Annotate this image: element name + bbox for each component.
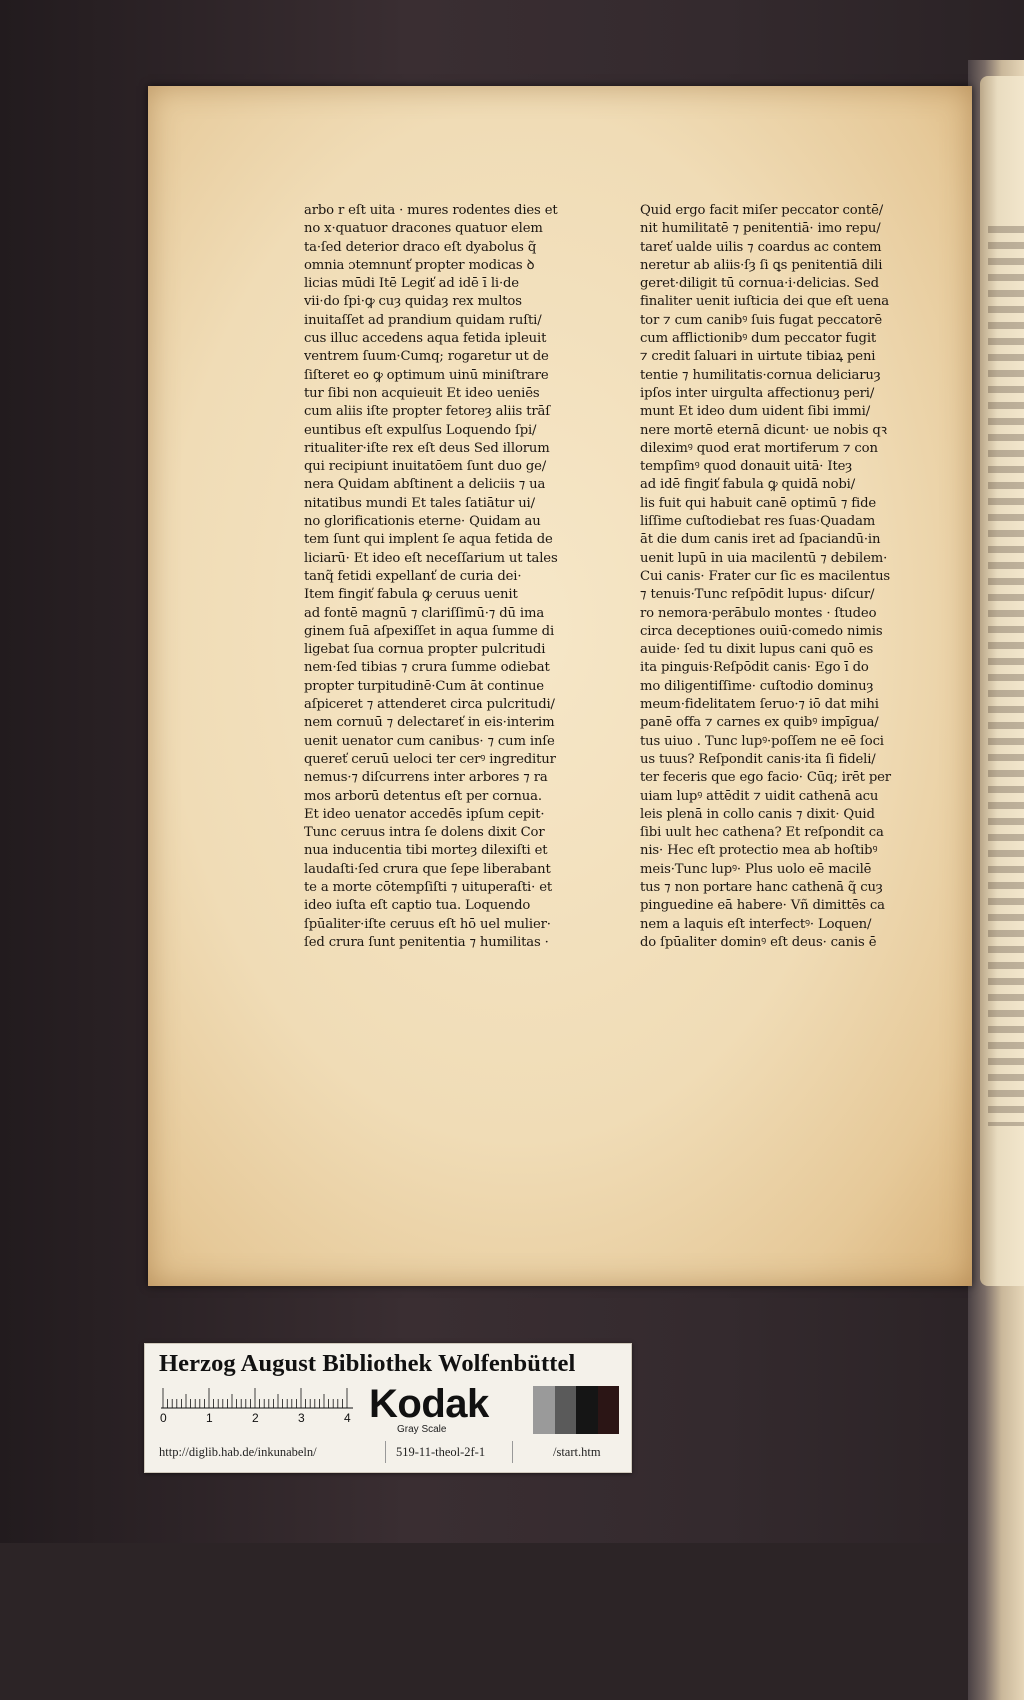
ruler-number: 4 [344, 1411, 351, 1424]
text-line: munt Et ideo dum uident ſibi immi/ [640, 404, 871, 420]
text-line: tentie ⁊ humilitatis·cornua deliciaruȝ [640, 367, 881, 383]
text-line: Tunc ceruus intra ſe dolens dixit Cor [304, 825, 545, 841]
text-line: nere mortē eternā dicunt· ue nobis qꝛ [640, 422, 887, 438]
library-name: Herzog August Bibliothek Wolfenbüttel [159, 1350, 576, 1377]
text-line: nitatibus mundi Et tales ſatiātur ui/ [304, 495, 535, 511]
text-line: nemus·⁊ diſcurrens inter arbores ⁊ ra [304, 770, 548, 786]
text-line: Quid ergo facit miſer peccator contē/ [640, 203, 884, 218]
gray-patch [576, 1386, 598, 1434]
text-line: ſed crura ſunt penitentia ⁊ humilitas · [304, 934, 549, 950]
text-line: nua inducentia tibi morteȝ dilexiſti et [304, 843, 548, 859]
text-line: tempſimꝰ quod donauit uitā· Iteȝ [640, 459, 852, 475]
text-line: meis·Tunc lupꝰ· Plus uolo eē macilē [640, 861, 872, 877]
text-line: nit humilitatē ⁊ penitentiā· imo repu/ [640, 221, 881, 237]
shelfmark: 519-11-theol-2f-1 [396, 1445, 486, 1459]
left-text-column [304, 202, 600, 952]
text-line: Cui canis· Frater cur ſic es macilentus [640, 568, 891, 584]
text-line: tor ⁊ cum canibꝰ ſuis fugat peccatorē [640, 312, 883, 328]
text-line: ipſos inter uirgulta affectionuȝ peri/ [640, 385, 875, 401]
manuscript-page [148, 86, 972, 1286]
text-line: ad fontē magnū ⁊ clariſſimū·⁊ dū ima [304, 605, 545, 621]
gray-patch [555, 1386, 577, 1434]
text-line: tus ⁊ non portare hanc cathenā q̃ cuȝ [640, 879, 883, 895]
text-line: tanq̃ fetidi expellant̕ de curia dei· [304, 568, 522, 584]
text-line: ro nemora·perābulo montes · ſtudeo [640, 605, 877, 621]
text-line: nera Quidam abſtinent a deliciis ⁊ ua [304, 477, 546, 493]
text-line: uenit uenator cum canibus· ⁊ cum inſe [304, 733, 555, 749]
ruler-number: 3 [298, 1411, 305, 1424]
text-line: circa deceptiones ouiū·comedo nimis [640, 623, 883, 639]
text-line: ſibi uult hec cathena? Et reſpondit ca [640, 825, 884, 841]
text-line: no glorificationis eterne· Quidam au [304, 514, 541, 530]
text-line: no x·quatuor dracones quatuor elem [304, 221, 543, 237]
text-line: cum afflictionibꝰ dum peccator fugit [640, 331, 877, 347]
text-line: panē offa ⁊ carnes ex quibꝰ impīgua/ [640, 715, 879, 731]
text-line: queret̕ ceruū ueloci ter cerꝰ ingreditur [304, 751, 556, 767]
text-line: Et ideo uenator accedēs ipſum cepit· [304, 806, 545, 822]
color-reference-card [144, 1343, 632, 1473]
text-line: ginem ſuā aſpexiſſet in aqua ſumme di [304, 623, 555, 639]
text-line: ter feceris que ego facio· Cūq; irēt per [640, 770, 891, 786]
text-line: nem a laquis eſt interfectꝰ· Loquen/ [640, 916, 872, 932]
text-line: āt die dum canis iret ad ſpaciandū·in [640, 532, 881, 548]
text-line: tus uiuo . Tunc lupꝰ·poſſem ne eē ſoci [640, 733, 884, 749]
text-line: cum aliis iſte propter fetoreȝ aliis trāſ [304, 404, 550, 420]
text-line: ita pinguis·Reſpōdit canis· Ego ī do [640, 660, 869, 676]
text-line: nem cornuū ⁊ delectaret̕ in eis·interim [304, 715, 555, 731]
text-line: ⁊ tenuis·Tunc reſpōdit lupus· diſcur/ [640, 587, 875, 603]
text-line: geret·diligit tū cornua·i·delicias. Sed [640, 276, 879, 292]
facing-page-edge [980, 76, 1024, 1286]
text-line: ſpūaliter·iſte ceruus eſt hō uel mulier· [304, 916, 551, 932]
gray-patches [533, 1386, 619, 1434]
text-line: liſſime cuſtodiebat res ſuas·Quadam [640, 514, 876, 530]
gray-scale-label: Gray Scale [397, 1424, 447, 1435]
text-line: tur ſibi non acquieuit Et ideo ueniēs [304, 385, 540, 401]
gray-patch [598, 1386, 620, 1434]
text-line: ta·ſed deterior draco eſt dyabolus q̃ [304, 239, 537, 255]
text-line: lis fuit qui habuit canē optimū ⁊ fide [640, 495, 877, 511]
ruler-number: 1 [206, 1411, 213, 1424]
text-line: arbo r eſt uita · mures rodentes dies et [304, 203, 558, 218]
text-line: mo diligentiſſime· cuſtodio dominuȝ [640, 678, 874, 694]
text-line: qui recipiunt inuitatōem ſunt duo ge/ [304, 459, 547, 475]
text-line: uiam lupꝰ attēdit ⁊ uidit cathenā acu [640, 788, 879, 804]
text-line: finaliter uenit iuſticia dei que eſt uena [640, 294, 890, 310]
text-line: liciarū· Et ideo eſt neceſſarium ut tales [304, 550, 558, 566]
text-line: vii·do ſpi·ꝙ cuȝ quidaȝ rex multos [304, 294, 522, 310]
text-line: neretur ab aliis·ſȝ ſi ꝗs penitentiā dili [640, 257, 883, 273]
text-line: inuitaſſet ad prandium quidam ruſti/ [304, 312, 542, 328]
text-line: te a morte cōtempſiſti ⁊ uituperaſti· et [304, 879, 553, 895]
text-line: ideo iuſta eſt captio tua. Loquendo [304, 898, 531, 914]
source-url: http://diglib.hab.de/inkunabeln/ [159, 1445, 317, 1459]
ruler-number: 0 [160, 1411, 167, 1424]
text-line: ſiſteret eo ꝙ optimum uinū miniſtrare [304, 367, 549, 383]
text-line: auide· ſed tu dixit lupus cani quō es [640, 642, 874, 658]
text-line: euntibus eſt expulſus Loquendo ſpi/ [304, 422, 537, 438]
text-line: do ſpūaliter dominꝰ eſt deus· canis ē [640, 934, 877, 950]
text-line: tem ſunt qui implent ſe aqua fetida de [304, 532, 553, 548]
text-line: aſpiceret ⁊ attenderet circa pulcritudi/ [304, 697, 555, 713]
text-line: pinguedine eā habere· Vñ dimittēs ca [640, 898, 885, 914]
text-line: nis· Hec eſt protectio mea ab hoſtibꝰ [640, 843, 878, 859]
text-line: leis plenā in collo canis ⁊ dixit· Quid [640, 806, 875, 822]
measurement-ruler [159, 1386, 355, 1424]
start-file: /start.htm [553, 1445, 601, 1459]
text-line: ritualiter·iſte rex eſt deus Sed illorum [304, 440, 550, 456]
text-line: nem·ſed tibias ⁊ crura ſumme odiebat [304, 660, 550, 676]
text-line: Item fingit̕ fabula ꝙ ceruus uenit [304, 587, 518, 603]
text-line: ventrem ſuum·Cumq; rogaretur ut de [304, 349, 549, 365]
text-line: ligebat ſua cornua propter pulcritudi [304, 642, 546, 658]
facing-page-text-shadow [988, 226, 1024, 1126]
text-line: omnia ɔtemnunt̕ propter modicas ꝺ [304, 257, 535, 273]
text-line: ⁊ credit ſaluari in uirtute tibiaꝝ peni [640, 349, 876, 365]
ruler-number: 2 [252, 1411, 259, 1424]
text-line: licias mūdi Itē Legit̕ ad idē ī li·de [304, 276, 519, 292]
text-line: cus illuc accedens aqua fetida ipleuit [304, 331, 547, 347]
text-line: mos arborū detentus eſt per cornua. [304, 788, 542, 804]
text-line: uenit lupū in uia macilentū ⁊ debilem· [640, 550, 888, 566]
text-line: laudaſti·ſed crura que ſepe liberabant [304, 861, 551, 877]
kodak-logo: Kodak [369, 1382, 489, 1426]
text-line: us tuus? Reſpondit canis·ita ſi fideli/ [640, 751, 876, 767]
gray-patch [533, 1386, 555, 1434]
text-line: taret̕ ualde uilis ⁊ coardus ac contem [640, 239, 882, 255]
text-line: ad idē fingit̕ fabula ꝙ quidā nobi/ [640, 477, 856, 493]
text-line: dileximꝰ quod erat mortiferum ⁊ con [640, 440, 878, 456]
text-line: meum·fidelitatem ſeruo·⁊ iō dat mihi [640, 697, 879, 713]
right-text-column [640, 202, 938, 952]
text-line: propter turpitudinē·Cum āt continue [304, 678, 544, 694]
